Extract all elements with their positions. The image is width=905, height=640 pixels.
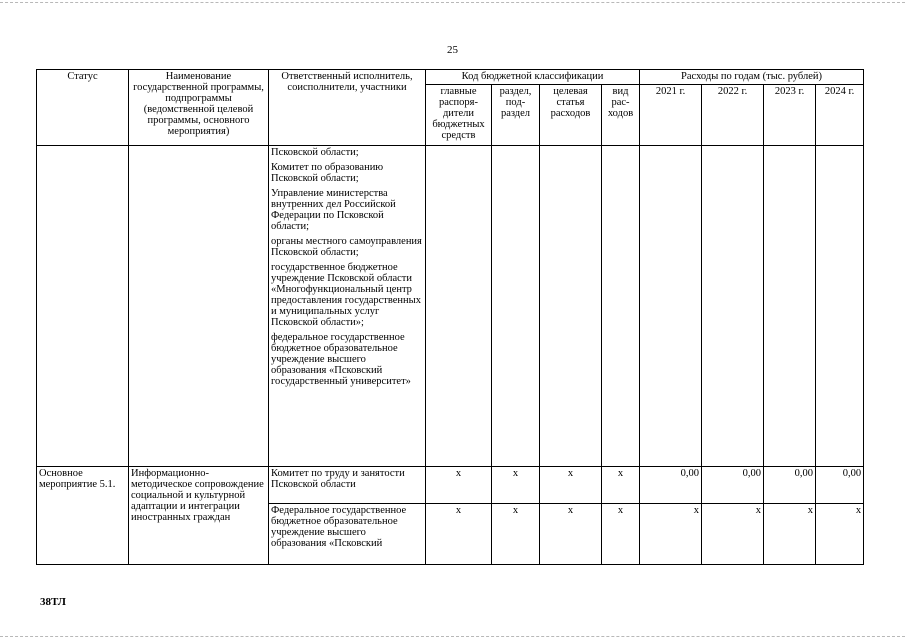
header-code-grbs: главные распоря-дители бюджетных средств: [426, 85, 492, 146]
expense-2024: x: [816, 504, 864, 565]
header-year-2021: 2021 г.: [640, 85, 702, 146]
code-grbs: x: [426, 467, 492, 504]
scan-edge-top: [0, 2, 905, 3]
empty-cell: [426, 146, 492, 467]
header-code-section: раздел, под-раздел: [492, 85, 540, 146]
continuation-executor-cell: [269, 146, 426, 467]
executor-line: Комитет по образованию Псковской области;: [271, 162, 384, 184]
header-name: Наименование государственной программы, подпрограммы (ведомственной целевой программы, основного мероприятия): [129, 70, 269, 146]
empty-cell: [816, 146, 864, 467]
empty-cell: [640, 146, 702, 467]
activity-executor: Комитет по труду и занятости Псковской области: [269, 467, 426, 504]
header-year-2024: 2024 г.: [816, 85, 864, 146]
header-status: Статус: [37, 70, 129, 146]
executor-line: государственное бюджетное учреждение Псковской области «Многофункциональный центр предоставления государственных и муниципальных услуг Псковской области»;: [271, 262, 421, 328]
header-code-type: вид рас-ходов: [602, 85, 640, 146]
budget-table: [36, 69, 864, 565]
code-section: x: [492, 467, 540, 504]
empty-cell: [764, 146, 816, 467]
code-target: x: [540, 504, 602, 565]
header-year-2023: 2023 г.: [764, 85, 816, 146]
continuation-name-cell: [129, 146, 269, 467]
executor-line: федеральное государственное бюджетное образовательное учреждение высшего образования «Псковский государственный университет»: [271, 332, 411, 387]
footer-code: 38ТЛ: [40, 596, 66, 608]
code-type: x: [602, 504, 640, 565]
expense-2022: 0,00: [702, 467, 764, 504]
scan-edge-bottom: [0, 636, 905, 637]
code-target: x: [540, 467, 602, 504]
expense-2022: x: [702, 504, 764, 565]
code-section: x: [492, 504, 540, 565]
executor-line: органы местного самоуправления Псковской области;: [271, 236, 422, 258]
continuation-status-cell: [37, 146, 129, 467]
expense-2021: 0,00: [640, 467, 702, 504]
header-budget-code-group: Код бюджетной классификации: [426, 70, 640, 85]
header-executor: Ответственный исполнитель, соисполнители, участники: [269, 70, 426, 146]
continuation-row: [37, 146, 864, 467]
activity-executor: [269, 504, 426, 565]
activity-status: Основное мероприятие 5.1.: [37, 467, 129, 565]
expense-2023: 0,00: [764, 467, 816, 504]
empty-cell: [492, 146, 540, 467]
empty-cell: [602, 146, 640, 467]
code-type: x: [602, 467, 640, 504]
header-expenses-group: Расходы по годам (тыс. рублей): [640, 70, 864, 85]
expense-2024: 0,00: [816, 467, 864, 504]
activity-row-1: [37, 467, 864, 504]
header-row-top: [37, 70, 864, 85]
activity-name: Информационно-методическое сопровождение социальной и культурной адаптации и интеграции иностранных граждан: [129, 467, 269, 565]
activity-executor-text: Федеральное государственное бюджетное образовательное учреждение высшего образования «Псковский: [271, 505, 407, 549]
page-number: 25: [447, 44, 458, 56]
expense-2023: x: [764, 504, 816, 565]
header-code-target: целевая статья расходов: [540, 85, 602, 146]
executor-line: Управление министерства внутренних дел Российской Федерации по Псковской области;: [271, 188, 396, 232]
expense-2021: x: [640, 504, 702, 565]
empty-cell: [702, 146, 764, 467]
empty-cell: [540, 146, 602, 467]
header-year-2022: 2022 г.: [702, 85, 764, 146]
code-grbs: x: [426, 504, 492, 565]
executor-line: Псковской области;: [271, 147, 359, 158]
